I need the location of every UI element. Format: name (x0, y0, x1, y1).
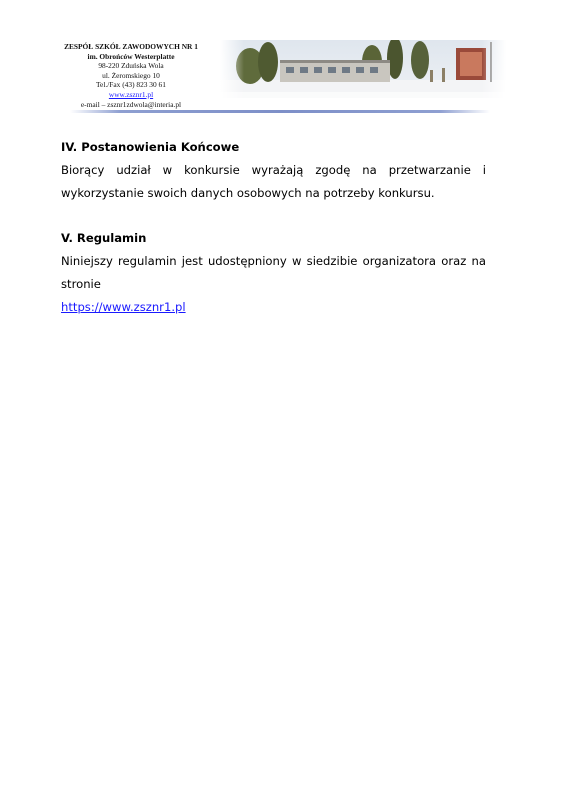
postal-address: 98-220 Zduńska Wola (98, 61, 164, 71)
regulation-link[interactable]: https://www.zsznr1.pl (61, 300, 186, 314)
school-building-photo (220, 40, 506, 98)
section-text-v: Niniejszy regulamin jest udostępniony w siedzibie organizatora oraz na stronie (61, 254, 486, 291)
section-heading-iv: IV. Postanowienia Końcowe (61, 140, 240, 154)
document-body (61, 136, 486, 319)
street-address: ul. Żeromskiego 10 (102, 70, 160, 80)
phone-fax: Tel./Fax (43) 823 30 61 (96, 80, 166, 90)
email-address: e-mail – zsznr1zdwola@interia.pl (80, 99, 182, 109)
school-patron: im. Obrońców Westerplatte (87, 51, 175, 61)
school-name: ZESPÓŁ SZKÓŁ ZAWODOWYCH NR 1 (64, 42, 198, 51)
section-heading-v: V. Regulamin (61, 231, 147, 245)
header-divider (70, 110, 490, 113)
section-text-iv: Biorący udział w konkursie wyrażają zgodę na przetwarzanie i wykorzystanie swoich danych osobowych na potrzeby konkursu. (61, 163, 486, 200)
letterhead-address (38, 42, 224, 109)
website-link[interactable]: www.zsznr1.pl (108, 89, 154, 99)
